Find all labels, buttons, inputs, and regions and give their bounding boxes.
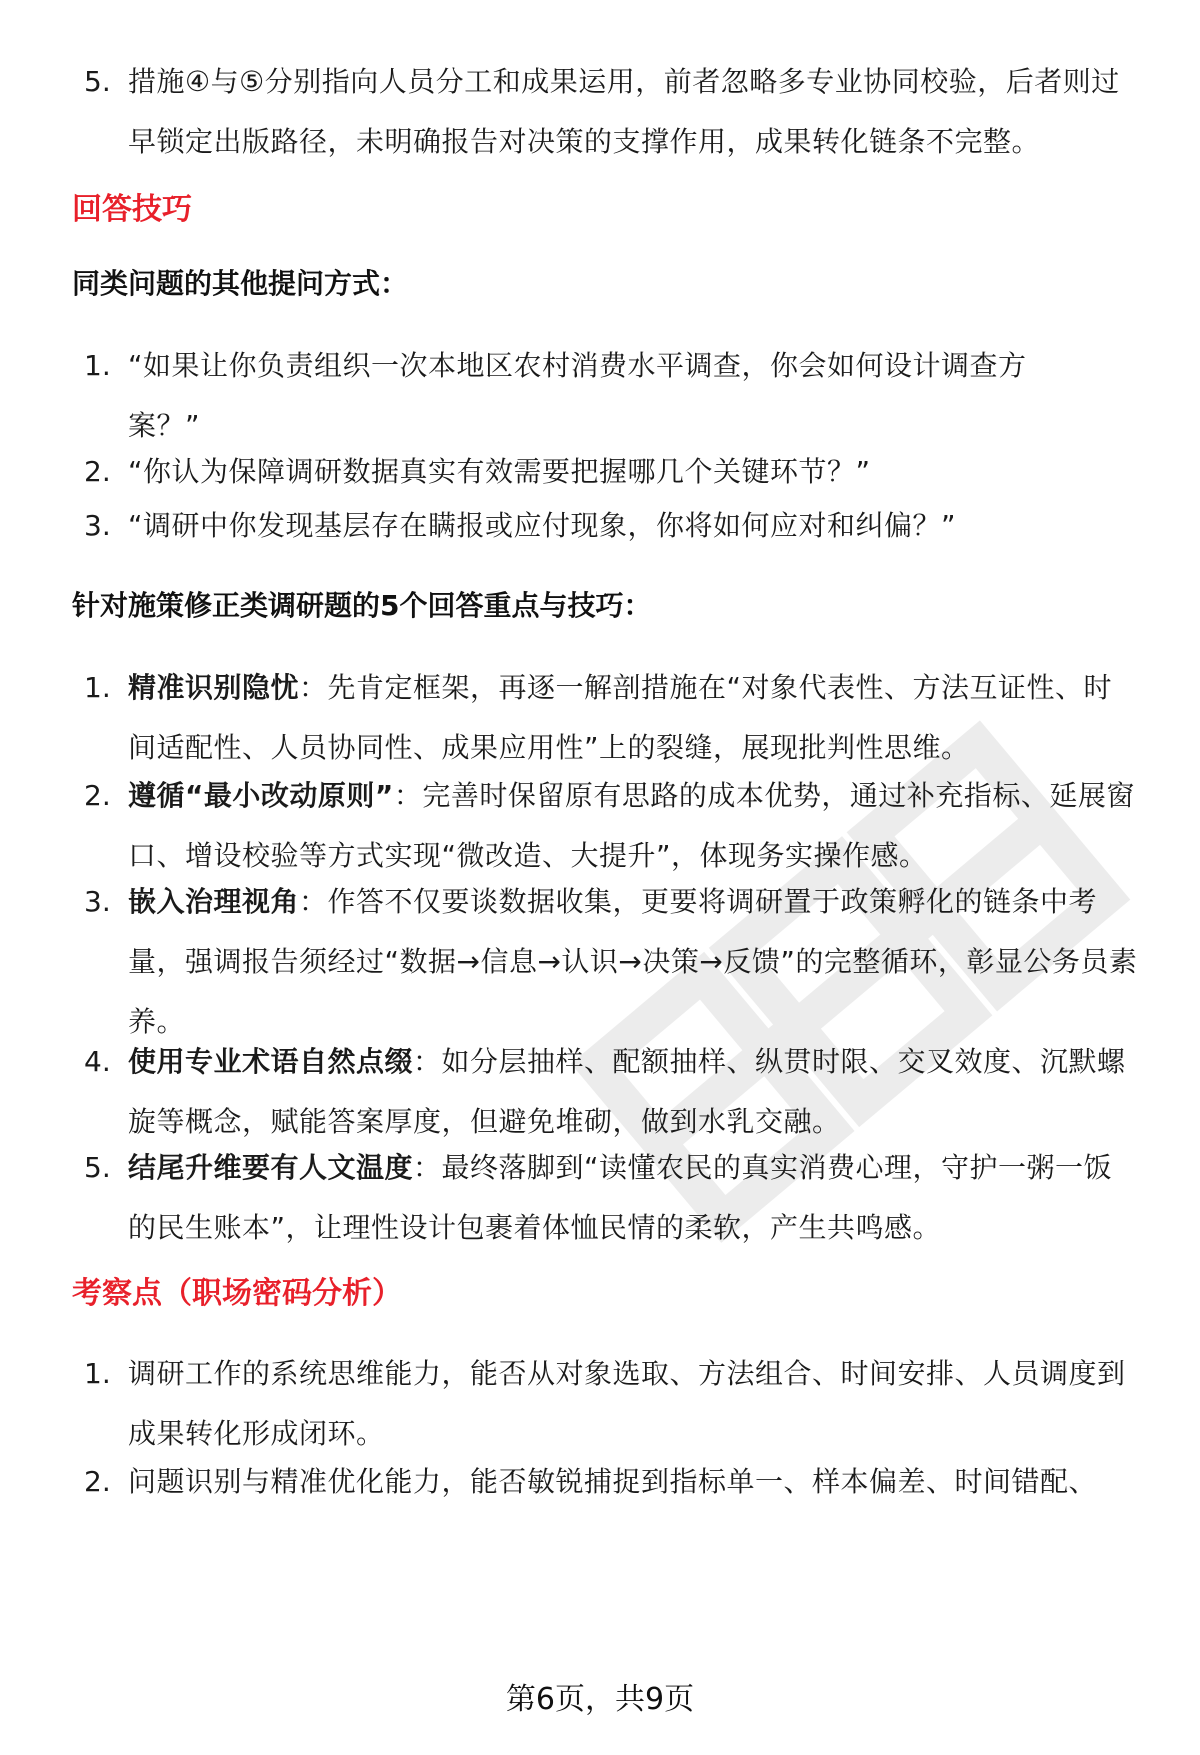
point-description: ：最终落脚到“读懂农民的真实消费心理，守护一粥一饭的民生账本”，让理性设计包裹着体恤民情的柔软，产生共鸣感。: [128, 1151, 1113, 1244]
list-text: 调研工作的系统思维能力，能否从对象选取、方法组合、时间安排、人员调度到成果转化形成闭环。: [128, 1357, 1126, 1450]
point-description: ：先肯定框架，再逐一解剖措施在“对象代表性、方法互证性、时间适配性、人员协同性、成果应用性”上的裂缝，展现批判性思维。: [128, 671, 1113, 764]
list-text: [128, 1032, 1138, 1152]
list-number: 3.: [84, 509, 111, 542]
point-description: ：如分层抽样、配额抽样、纵贯时限、交叉效度、沉默螺旋等概念，赋能答案厚度，但避免堆砌，做到水乳交融。: [128, 1045, 1126, 1138]
section-heading-assessment: 考察点（职场密码分析）: [72, 1276, 402, 1311]
subheading-similar-questions: 同类问题的其他提问方式：: [72, 267, 409, 300]
list-number: 2.: [84, 1465, 111, 1498]
list-text: 措施④与⑤分别指向人员分工和成果运用，前者忽略多专业协同校验，后者则过早锁定出版路径，未明确报告对决策的支撑作用，成果转化链条不完整。: [128, 65, 1120, 158]
list-text: [128, 1138, 1138, 1258]
list-number: 5.: [84, 65, 111, 98]
list-number: 2.: [84, 779, 111, 812]
point-keyword: 结尾升维要有人文温度: [128, 1151, 414, 1184]
list-text: [128, 658, 1138, 778]
list-number: 4.: [84, 1045, 111, 1078]
list-text: 问题识别与精准优化能力，能否敏锐捕捉到指标单一、样本偏差、时间错配、: [128, 1465, 1098, 1498]
list-number: 2.: [84, 455, 111, 488]
section-heading-answer-tips: 回答技巧: [72, 192, 192, 227]
list-number: 1.: [84, 1357, 111, 1390]
point-keyword: 嵌入治理视角: [128, 885, 300, 918]
list-text: “调研中你发现基层存在瞒报或应付现象，你将如何应对和纠偏？”: [128, 509, 957, 542]
list-number: 3.: [84, 885, 111, 918]
point-keyword: 使用专业术语自然点缀: [128, 1045, 414, 1078]
point-keyword: 精准识别隐忧: [128, 671, 300, 704]
list-text: [128, 766, 1138, 886]
point-keyword: 遵循“最小改动原则”: [128, 779, 394, 812]
list-number: 1.: [84, 349, 111, 382]
list-text: [128, 872, 1138, 1052]
list-text: “如果让你负责组织一次本地区农村消费水平调查，你会如何设计调查方案？”: [128, 349, 1027, 442]
subheading-answer-points: 针对施策修正类调研题的5个回答重点与技巧：: [72, 589, 652, 622]
list-text: “你认为保障调研数据真实有效需要把握哪几个关键环节？”: [128, 455, 871, 488]
point-description: ：完善时保留原有思路的成本优势，通过补充指标、延展窗口、增设校验等方式实现“微改造、大提升”，体现务实操作感。: [128, 779, 1135, 872]
page-footer: 第6页，共9页: [505, 1682, 695, 1717]
list-number: 1.: [84, 671, 111, 704]
list-number: 5.: [84, 1151, 111, 1184]
point-description: ：作答不仅要谈数据收集，更要将调研置于政策孵化的链条中考量，强调报告须经过“数据→信息→认识→决策→反馈”的完整循环，彰显公务员素养。: [128, 885, 1138, 1038]
